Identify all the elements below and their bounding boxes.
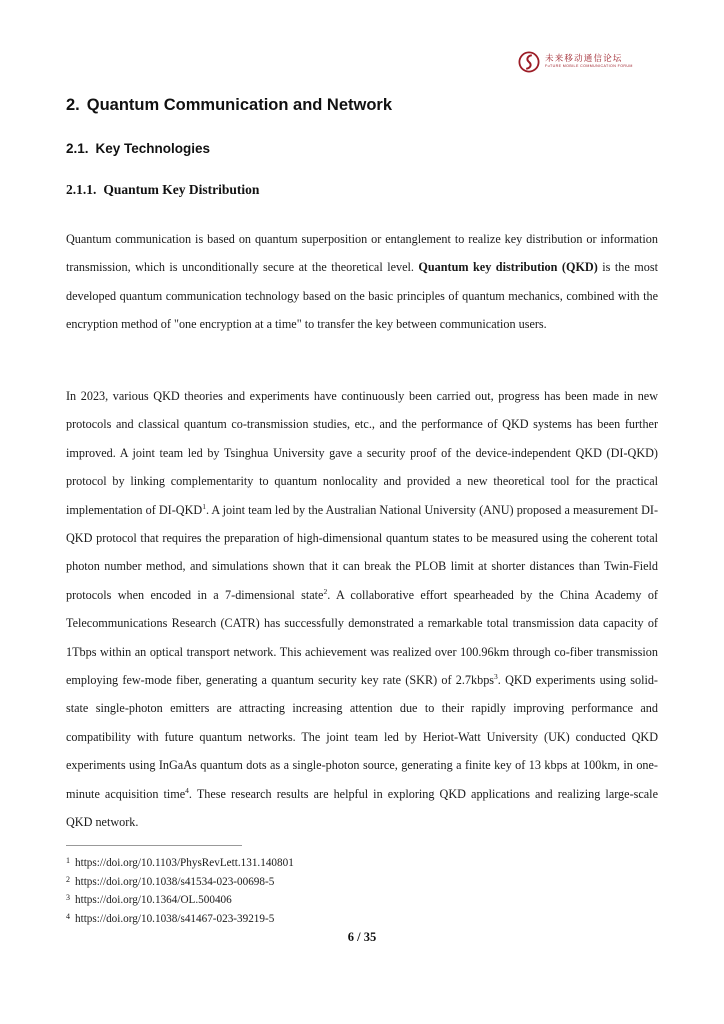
paragraph-text: . A collaborative effort spearheaded by the China Academy of Telecommunications Research (CATR) has successfully demonstrated a remarkable total transmission data capacity of 1Tbps within an optical transport network. This achievement was realized over 100.96km through co-fiber transmission employing few-mode fiber, generating a quantum security key rate (SKR) of 2.7kbps (66, 587, 658, 688)
footnote-divider (66, 845, 242, 846)
footnote-link[interactable]: https://doi.org/10.1364/OL.500406 (75, 894, 232, 907)
footnote-item: 4 https://doi.org/10.1038/s41467-023-39219-5 (66, 911, 275, 925)
footnote-item: 2 https://doi.org/10.1038/s41534-023-00698-5 (66, 874, 275, 888)
subsubsection-title: Quantum Key Distribution (103, 182, 260, 197)
footnote-link[interactable]: https://doi.org/10.1103/PhysRevLett.131.140801 (75, 857, 294, 869)
logo-english-name: FuTURE MOBILE COMMUNICATION FORUM (545, 64, 633, 69)
forum-logo (518, 49, 640, 75)
section-number: 2. (66, 96, 80, 114)
forum-logo-mark-icon (518, 51, 540, 73)
paragraph-text: . QKD experiments using solid-state single-photon emitters are attracting increasing attention due to their rapidly improving performance and compatibility with future quantum networks. The joint team led by Heriot-Watt University (UK) conducted QKD experiments using InGaAs quantum dots as a single-photon source, generating a finite key of 13 kbps at 100km, in one-minute acquisition time (66, 673, 658, 801)
section-heading (66, 96, 392, 115)
footnote-ref[interactable]: 1 (202, 501, 206, 511)
footnote-link[interactable]: https://doi.org/10.1038/s41534-023-00698-5 (75, 875, 275, 888)
page-number: 6 / 35 (347, 930, 377, 944)
footnote-link[interactable]: https://doi.org/10.1038/s41467-023-39219-5 (75, 912, 275, 925)
footnote-item: 1 https://doi.org/10.1103/PhysRevLett.131.140801 (66, 856, 294, 869)
subsubsection-heading (66, 182, 259, 198)
paragraph-text: is the most developed quantum communication technology based on the basic principles of quantum mechanics, combined with the encryption method of "one encryption at a time" to transfer the key between communication users. (66, 260, 658, 332)
logo-text (545, 55, 633, 69)
paragraph-text: . These research results are helpful in exploring QKD applications and realizing large-scale QKD network. (66, 786, 658, 830)
paragraph-text: Quantum communication is based on quantum superposition or entanglement to realize key distribution or information transmission, which is unconditionally secure at the theoretical level. (66, 232, 658, 275)
paragraph-text: In 2023, various QKD theories and experiments have continuously been carried out, progress has been made in new protocols and classical quantum co-transmission studies, etc., and the performance of QKD systems has been further improved. A joint team led by Tsinghua University gave a security proof of the device-independent QKD (DI-QKD) protocol by linking complementarity to quantum nonlocality and provided a new theoretical tool for the practical implementation of DI-QKD (66, 389, 658, 517)
logo-chinese-name: 未来移动通信论坛 (545, 53, 623, 64)
footnote-item: 3 https://doi.org/10.1364/OL.500406 (66, 893, 232, 907)
footnote-ref[interactable]: 3 (494, 672, 498, 682)
footnotes (66, 854, 466, 928)
section-title: Quantum Communication and Network (86, 96, 393, 114)
subsection-number: 2.1. (66, 141, 89, 156)
subsection-heading (66, 141, 210, 156)
subsubsection-number: 2.1.1. (66, 182, 97, 197)
paragraph-qkd-progress (66, 382, 658, 837)
footnote-ref[interactable]: 4 (185, 785, 189, 795)
subsection-title: Key Technologies (95, 141, 211, 156)
paragraph-bold-term: Quantum key distribution (QKD) (418, 260, 598, 275)
paragraph-text: . A joint team led by the Australian National University (ANU) proposed a measurement DI-QKD protocol that requires the preparation of high-dimensional quantum states to be measured using the coherent total photon number method, and simulations shown that it can break the PLOB limit at shorter distances than Twin-Field protocols when encoded in a 7-dimensional state (66, 502, 659, 602)
paragraph-qkd-intro (66, 225, 658, 339)
footnote-ref[interactable]: 2 (323, 586, 328, 596)
